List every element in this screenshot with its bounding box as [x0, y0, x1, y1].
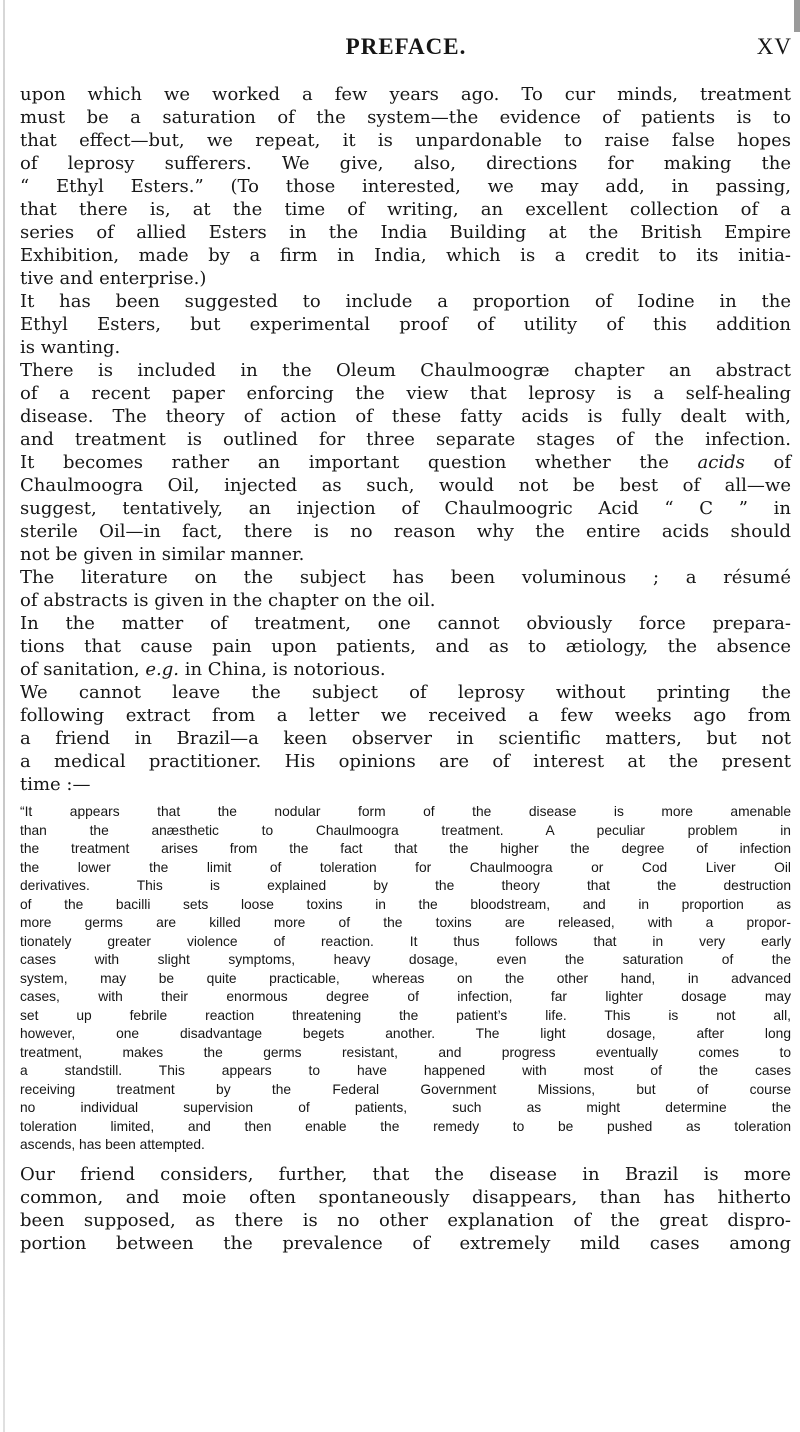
quote-line: cases, with their enormous degree of infection, far lighter dosage may: [20, 989, 791, 1004]
quote-line: the treatment arises from the fact that the higher the degree of infection: [20, 841, 791, 856]
quote-line: the lower the limit of toleration for Chaulmoogra or Cod Liver Oil: [20, 859, 791, 875]
text-line: disease. The theory of action of these fatty acids is fully dealt with,: [20, 406, 791, 427]
quote-line: tionately greater violence of reaction. It thus follows that in very early: [20, 933, 791, 949]
text-line: must be a saturation of the system—the evidence of patients is to: [20, 107, 791, 128]
quote-line: treatment, makes the germs resistant, and progress eventually comes to: [20, 1044, 791, 1060]
spacer: [20, 796, 791, 803]
text-line: Ethyl Esters, but experimental proof of utility of this addition: [20, 314, 791, 335]
text-line: common, and moie often spontaneously disappears, than has hitherto: [20, 1186, 791, 1208]
text-line: of leprosy sufferers. We give, also, directions for making the: [20, 153, 791, 174]
text-line: “ Ethyl Esters.” (To those interested, we may add, in passing,: [20, 176, 791, 197]
italic-abbreviation: e.g.: [145, 659, 179, 680]
text-line: series of allied Esters in the India Building at the British Empire: [20, 222, 791, 243]
text-line: The literature on the subject has been voluminous ; a résumé: [20, 567, 791, 588]
text-line: portion between the prevalence of extremely mild cases among: [20, 1232, 791, 1254]
text-line: of abstracts is given in the chapter on the oil.: [20, 590, 436, 611]
paragraph-8: [20, 1163, 791, 1255]
text-run: of: [744, 452, 791, 473]
text-line: and treatment is outlined for three separate stages of the infection.: [20, 429, 791, 450]
text-run: in China, is notorious.: [179, 659, 386, 680]
page-corner-mark: [794, 0, 800, 32]
text-line: not be given in similar manner.: [20, 544, 305, 565]
paragraph-6: [20, 612, 791, 681]
quote-line: cases with slight symptoms, heavy dosage, even the saturation of the: [20, 952, 791, 967]
quote-line: of the bacilli sets loose toxins in the bloodstream, and in proportion as: [20, 896, 791, 912]
text-line: Chaulmoogra Oil, injected as such, would not be best of all—we: [20, 475, 791, 496]
quote-line: toleration limited, and then enable the remedy to be pushed as toleration: [20, 1118, 791, 1134]
quote-line: ascends, has been attempted.: [20, 1137, 205, 1152]
text-run: It becomes rather an important question whether the: [20, 452, 698, 473]
text-run: of sanitation,: [20, 659, 146, 680]
text-line: that effect—but, we repeat, it is unpardonable to raise false hopes: [20, 130, 791, 151]
paragraph-7: [20, 681, 791, 796]
text-line: It has been suggested to include a proportion of Iodine in the: [20, 291, 791, 312]
quoted-letter: [20, 803, 791, 1155]
quote-line: system, may be quite practicable, whereas on the other hand, in advanced: [20, 970, 791, 986]
italic-word: acids: [697, 452, 745, 473]
text-line: been supposed, as there is no other explanation of the great dispro-: [20, 1209, 791, 1231]
quote-line: derivatives. This is explained by the theory that the destruction: [20, 878, 791, 893]
text-line: We cannot leave the subject of leprosy without printing the: [20, 682, 791, 703]
text-line: suggest, tentatively, an injection of Chaulmoogric Acid “ C ” in: [20, 498, 791, 519]
text-line: sterile Oil—in fact, there is no reason why the entire acids should: [20, 521, 791, 542]
quote-line: a standstill. This appears to have happened with most of the cases: [20, 1063, 791, 1078]
paragraph-5: [20, 566, 791, 612]
text-line: Exhibition, made by a firm in India, which is a credit to its initia-: [20, 245, 791, 266]
text-line: [20, 658, 791, 681]
quote-line: than the anæsthetic to Chaulmoogra treatment. A peculiar problem in: [20, 822, 791, 838]
paragraph-2: [20, 290, 791, 359]
quote-line: “It appears that the nodular form of the disease is more amenable: [20, 804, 791, 819]
quote-line: receiving treatment by the Federal Government Missions, but of course: [20, 1081, 791, 1097]
text-line: Our friend considers, further, that the disease in Brazil is more: [20, 1163, 791, 1185]
quote-line: however, one disadvantage begets another. The light dosage, after long: [20, 1026, 791, 1041]
text-line: of a recent paper enforcing the view that leprosy is a self-healing: [20, 383, 791, 404]
quote-line: no individual supervision of patients, such as might determine the: [20, 1100, 791, 1115]
text-line: following extract from a letter we received a few weeks ago from: [20, 705, 791, 726]
paragraph-4: [20, 451, 791, 566]
text-line: upon which we worked a few years ago. To cur minds, treatment: [20, 84, 791, 105]
text-line: [20, 451, 791, 474]
page-number: XV: [756, 34, 792, 59]
text-line: tive and enterprise.): [20, 268, 207, 289]
text-line: that there is, at the time of writing, an excellent collection of a: [20, 199, 791, 220]
paragraph-3: [20, 359, 791, 451]
quote-line: more germs are killed more of the toxins are released, with a propor-: [20, 915, 791, 930]
running-head: [20, 32, 792, 62]
paragraph-1: [20, 83, 791, 290]
text-line: There is included in the Oleum Chaulmoogræ chapter an abstract: [20, 360, 791, 381]
spacer: [20, 1155, 791, 1163]
page-edge-shadow: [3, 0, 5, 1432]
text-line: time :—: [20, 774, 91, 795]
text-line: In the matter of treatment, one cannot obviously force prepara-: [20, 613, 791, 634]
text-line: tions that cause pain upon patients, and as to ætiology, the absence: [20, 636, 791, 657]
text-line: is wanting.: [20, 337, 121, 358]
body-text: [20, 83, 791, 1255]
text-line: a medical practitioner. His opinions are of interest at the present: [20, 751, 791, 772]
quote-line: set up febrile reaction threatening the patient’s life. This is not all,: [20, 1007, 791, 1023]
text-line: a friend in Brazil—a keen observer in scientific matters, but not: [20, 728, 791, 749]
page-title: PREFACE.: [345, 34, 467, 59]
